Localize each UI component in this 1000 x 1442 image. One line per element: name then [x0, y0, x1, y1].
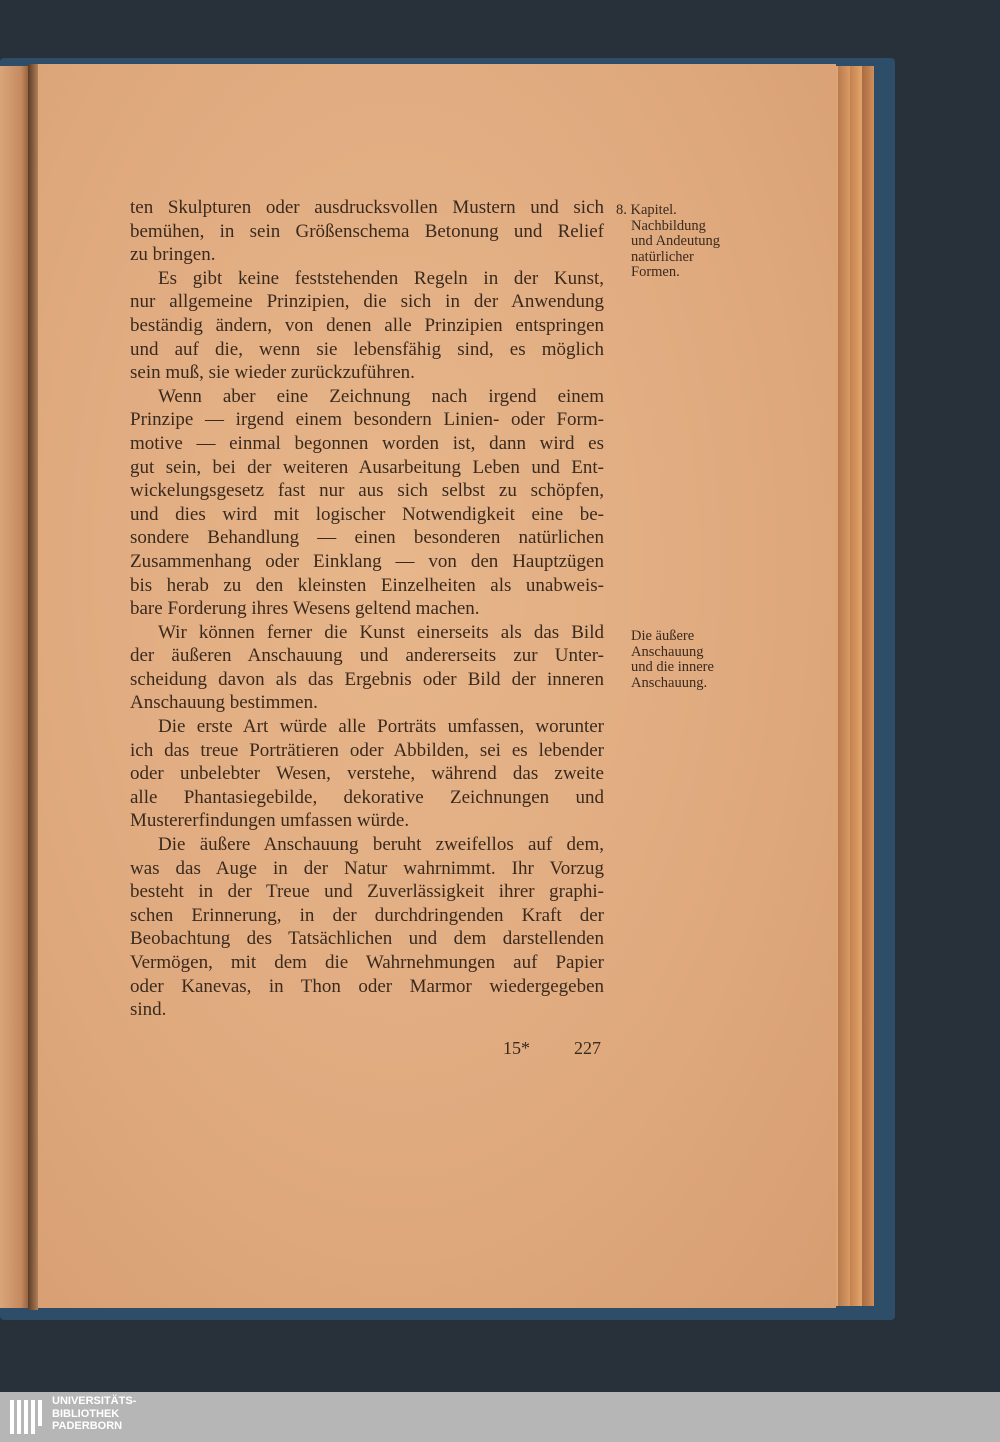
margin-note-line: Nachbildung [631, 217, 706, 234]
text-line: wickelungsgesetz fast nur aus sich selbst zu schöpfen, [130, 480, 604, 502]
text-line: Zusammenhang oder Einklang — von den Hauptzügen [130, 550, 604, 572]
book-gutter [28, 64, 38, 1310]
text-line: beständig ändern, von denen alle Prinzipien entspringen [130, 314, 604, 336]
text-line: Mustererfindungen umfassen würde. [130, 810, 410, 832]
margin-note-line: Anschauung. [631, 674, 708, 691]
text-line: sein muß, sie wieder zurückzuführen. [130, 362, 415, 384]
text-line: Prinzipe — irgend einem besondern Linien- oder Form- [130, 409, 604, 431]
text-line: und dies wird mit logischer Notwendigkeit eine be- [130, 503, 604, 525]
text-line: der äußeren Anschauung und andererseits zur Unter- [130, 645, 604, 667]
margin-note-anschauung [631, 629, 771, 691]
text-line: Die erste Art würde alle Porträts umfassen, worunter [158, 716, 604, 738]
text-line: Die äußere Anschauung beruht zweifellos auf dem, [158, 834, 604, 856]
text-line: alle Phantasiegebilde, dekorative Zeichnungen und [130, 786, 604, 808]
text-line: besteht in der Treue und Zuverlässigkeit ihrer graphi- [130, 881, 604, 903]
library-name [52, 1395, 136, 1433]
page-edges [838, 66, 850, 1306]
text-line: bare Forderung ihres Wesens geltend machen. [130, 598, 480, 620]
margin-note-line: natürlicher [631, 248, 694, 265]
text-line: oder unbelebter Wesen, verstehe, während das zweite [130, 763, 604, 785]
text-line: oder Kanevas, in Thon oder Marmor wiedergegeben [130, 975, 604, 997]
margin-note-chapter [616, 203, 756, 281]
library-name-line: UNIVERSITÄTS- [52, 1395, 137, 1407]
text-line: bis herab zu den kleinsten Einzelheiten als unabweis- [130, 574, 604, 596]
text-line: was das Auge in der Natur wahrnimmt. Ihr Vorzug [130, 857, 604, 879]
text-line: Es gibt keine feststehenden Regeln in der Kunst, [158, 267, 604, 289]
page-edges [850, 66, 862, 1306]
library-name-line: PADERBORN [52, 1420, 123, 1432]
text-line: ten Skulpturen oder ausdrucksvollen Mustern und sich [130, 197, 604, 218]
margin-note-line: Die äußere [631, 628, 695, 644]
page-number: 227 [574, 1038, 601, 1058]
page-edges [862, 66, 874, 1306]
facing-page-edge [0, 66, 30, 1308]
text-line: scheidung davon als das Ergebnis oder Bild der inneren [130, 668, 604, 690]
library-logo-icon [10, 1400, 46, 1434]
margin-note-line: und die innere [631, 659, 714, 675]
text-line: schen Erinnerung, in der durchdringenden Kraft der [130, 904, 604, 926]
text-line: ich das treue Porträtieren oder Abbilden, sei es lebender [130, 739, 604, 761]
text-line: und auf die, wenn sie lebensfähig sind, es möglich [130, 338, 604, 360]
body-text [130, 196, 604, 1022]
text-line: gut sein, bei der weiteren Ausarbeitung Leben und Ent- [130, 456, 604, 478]
margin-note-line: Anschauung [631, 643, 704, 660]
text-line: sondere Behandlung — einen besonderen natürlichen [130, 527, 604, 549]
margin-note-line: 8. Kapitel. [616, 202, 677, 218]
signature-mark: 15* [503, 1038, 530, 1058]
text-line: sind. [130, 999, 167, 1021]
library-name-line: BIBLIOTHEK [52, 1407, 120, 1420]
library-footer [0, 1392, 1000, 1442]
text-line: nur allgemeine Prinzipien, die sich in der Anwendung [130, 291, 604, 313]
text-line: Anschauung bestimmen. [130, 692, 318, 714]
text-line: motive — einmal begonnen worden ist, dann wird es [130, 432, 604, 454]
margin-note-line: und Andeutung [631, 233, 721, 249]
text-line: Vermögen, mit dem die Wahrnehmungen auf Papier [130, 952, 604, 973]
text-line: Wenn aber eine Zeichnung nach irgend einem [158, 385, 604, 407]
text-line: Wir können ferner die Kunst einerseits als das Bild [158, 621, 604, 643]
text-line: Beobachtung des Tatsächlichen und dem darstellenden [130, 928, 604, 950]
text-line: zu bringen. [130, 244, 216, 266]
text-line: bemühen, in sein Größenschema Betonung und Relief [130, 220, 604, 242]
margin-note-line: Formen. [631, 264, 680, 280]
